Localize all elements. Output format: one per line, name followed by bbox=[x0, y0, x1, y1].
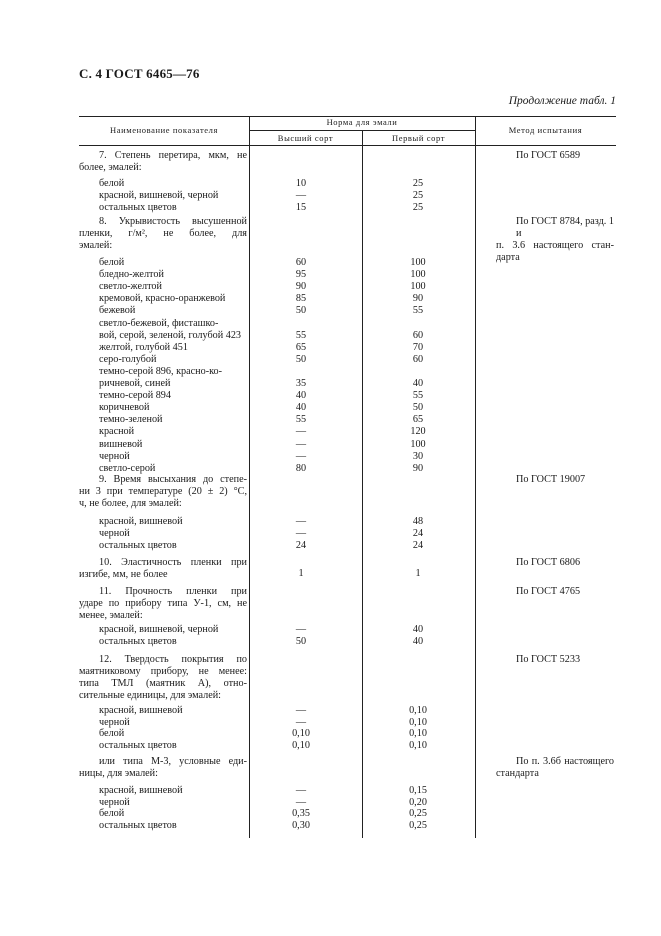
s12-title-line: 12. Твердость покрытия по bbox=[99, 654, 247, 665]
s10-title-line: изгибе, мм, не более bbox=[79, 569, 168, 580]
s8-method-line: По ГОСТ 8784, разд. 1 и bbox=[516, 216, 614, 239]
s7-method-line: По ГОСТ 6589 bbox=[516, 150, 581, 161]
s12-m3-row-name: черной bbox=[99, 796, 130, 808]
s9-row-name: красной, вишневой bbox=[99, 516, 183, 527]
s8-row-name: бледно-желтой bbox=[99, 269, 164, 281]
s9-title-line: ч, не более, для эмалей: bbox=[79, 498, 182, 509]
s8-method bbox=[496, 216, 614, 264]
s12-title-line: типа ТМЛ (маятник А), отно- bbox=[79, 678, 247, 689]
s8-row-name: темно-серой 896, красно-ко- bbox=[99, 365, 223, 377]
header-grade-first: Первый сорт bbox=[391, 133, 446, 143]
s7-title-line: 7. Степень перетира, мкм, не bbox=[99, 150, 247, 161]
s12-m3-row-name: красной, вишневой bbox=[99, 785, 183, 796]
s12-row-name: черной bbox=[99, 716, 130, 728]
s12-title-line: сительные единицы, для эмалей: bbox=[79, 690, 222, 701]
s8-row-name: светло-серой bbox=[99, 462, 156, 474]
s12-method-line: По ГОСТ 5233 bbox=[516, 654, 581, 665]
s11-method bbox=[496, 586, 614, 598]
column-divider-1 bbox=[249, 116, 250, 838]
s11-row-name: красной, вишневой, черной bbox=[99, 624, 219, 635]
header-grade-top: Высший сорт bbox=[277, 133, 334, 143]
s8-row-name: желтой, голубой 451 bbox=[99, 341, 188, 353]
s11-title-line: ударе по прибору типа У-1, см, не bbox=[79, 598, 247, 609]
s9-row-name: остальных цветов bbox=[99, 540, 177, 551]
s8-method-line: п. 3.6 настоящего стан- bbox=[496, 240, 614, 251]
s12-m3-method-line: стандарта bbox=[496, 768, 539, 779]
s12-row-name: красной, вишневой bbox=[99, 705, 183, 716]
header-norm: Норма для эмали bbox=[326, 117, 398, 127]
s12-title-line: маятниковому прибору, не менее: bbox=[79, 666, 247, 677]
s8-row-name: вишневой bbox=[99, 438, 143, 450]
s8-row-name: вой, серой, зеленой, голубой 423 bbox=[99, 329, 242, 341]
s10-title-line: 10. Эластичность пленки при bbox=[99, 557, 247, 568]
header-indicator: Наименование показателя bbox=[109, 125, 218, 135]
s8-row-name: ричневой, синей bbox=[99, 378, 171, 389]
s8-row-name: черной bbox=[99, 450, 130, 462]
s11-method-line: По ГОСТ 4765 bbox=[516, 586, 581, 597]
s7-row-name: красной, вишневой, черной bbox=[99, 190, 219, 201]
s9-method-line: По ГОСТ 19007 bbox=[516, 474, 586, 485]
column-divider-2 bbox=[362, 130, 363, 838]
s8-row-name: серо-голубой bbox=[99, 353, 157, 365]
s7-title-line: более, эмалей: bbox=[79, 162, 142, 173]
s12-m3-title-line: ницы, для эмалей: bbox=[79, 768, 158, 779]
s8-title-line: пленки, г/м², не более, для bbox=[79, 228, 247, 239]
s7-row-name: остальных цветов bbox=[99, 202, 177, 213]
s12-method bbox=[496, 654, 614, 666]
s9-title-line: ни 3 при температуре (20 ± 2) °С, bbox=[79, 486, 247, 497]
column-divider-3 bbox=[475, 116, 476, 838]
s8-title-line: эмалей: bbox=[79, 240, 113, 251]
spec-table: Наименование показателя Норма для эмали Высший сорт Первый сорт Метод испытания 7. Степень перетира, мкм, не более, эмалей: По ГОСТ 6589 белой 10 25 красной, вишневой, черной — 25 остальных цветов 15 25 8. Укрывистость высушенной пленки, г/м², не более, для эмалей: По ГОСТ 8784, разд. 1 и п. 3.6 настоящего стан- дарта белой 60 100 бледно-желтой 95 100 светло-желтой 90 100 кремовой, красно-оранжевой 85 90 бежевой 50 55 светло-бежевой, фисташко- вой, серой, зеленой, голубой 423 55 60 желтой, голубой 451 65 70 серо-голубой 50 60 темно-серой 896, красно-ко- ричневой, синей 35 40 темно-серой 894 40 55 коричневой 40 50 темно-зеленой 55 65 красной — 120 вишневой — 100 черной — 30 светло-серой 80 90 9. Время высыхания до степе- ни 3 при температуре (20 ± 2) °С, ч, не более, для эмалей: По ГОСТ 19007 красной, вишневой — 48 черной — 24 остальных цветов 24 24 10. Эластичность пленки при изгибе, мм, не более По ГОСТ 6806 1 1 11. Прочность пленки при ударе по прибору типа У-1, см, не менее, эмалей: По ГОСТ 4765 красной, вишневой, черной — 40 остальных цветов 50 40 12. Твердость покрытия по маятниковому прибору, не менее: типа ТМЛ (маятник А), отно- сительные единицы, для эмалей: По ГОСТ 5233 красной, вишневой — 0,10 черной — 0,10 белой 0,10 0,10 остальных цветов 0,10 0,10 или типа М-3, условные еди- ницы, для эмалей: По п. 3.6б настоящего стандарта красной, вишневой — 0,15 черной — 0,20 белой 0,35 0,25 остальных цветов 0,30 0,25 bbox=[79, 116, 616, 838]
page-header: С. 4 ГОСТ 6465—76 bbox=[79, 66, 200, 81]
continuation-label: Продолжение табл. 1 bbox=[508, 95, 616, 107]
s12-m3-title-line: или типа М-3, условные еди- bbox=[99, 756, 247, 767]
s11-title-line: менее, эмалей: bbox=[79, 610, 143, 621]
s7-method bbox=[496, 150, 614, 162]
s8-row-name: светло-желтой bbox=[99, 281, 162, 293]
header-bottom-rule bbox=[79, 145, 616, 146]
s8-row-name: красной bbox=[99, 426, 135, 438]
s12-m3-row-name: белой bbox=[99, 808, 125, 820]
s12-m3-method-line: По п. 3.6б настоящего bbox=[516, 756, 614, 767]
s12-row-name: остальных цветов bbox=[99, 740, 177, 752]
s10-method bbox=[496, 557, 614, 569]
s9-row-name: черной bbox=[99, 528, 130, 539]
s12-m3-method bbox=[496, 756, 614, 780]
s8-row-name: темно-серой 894 bbox=[99, 390, 171, 402]
s8-row-name: коричневой bbox=[99, 402, 150, 414]
s8-method-line: дарта bbox=[496, 252, 520, 263]
s10-method-line: По ГОСТ 6806 bbox=[516, 557, 581, 568]
s7-row-name: белой bbox=[99, 178, 125, 189]
s12-row-name: белой bbox=[99, 728, 125, 740]
s8-title-line: 8. Укрывистость высушенной bbox=[99, 216, 247, 227]
s11-title-line: 11. Прочность пленки при bbox=[99, 586, 247, 597]
s9-method bbox=[496, 474, 614, 486]
s8-row-name: кремовой, красно-оранжевой bbox=[99, 293, 226, 305]
s11-row-name: остальных цветов bbox=[99, 636, 177, 647]
s8-row-name: светло-бежевой, фисташко- bbox=[99, 317, 219, 329]
header-method: Метод испытания bbox=[508, 125, 583, 135]
s8-row-name: темно-зеленой bbox=[99, 414, 163, 426]
s8-row-name: бежевой bbox=[99, 305, 136, 317]
s12-m3-row-name: остальных цветов bbox=[99, 820, 177, 832]
s8-row-name: белой bbox=[99, 257, 125, 268]
s9-title-line: 9. Время высыхания до степе- bbox=[99, 474, 247, 485]
